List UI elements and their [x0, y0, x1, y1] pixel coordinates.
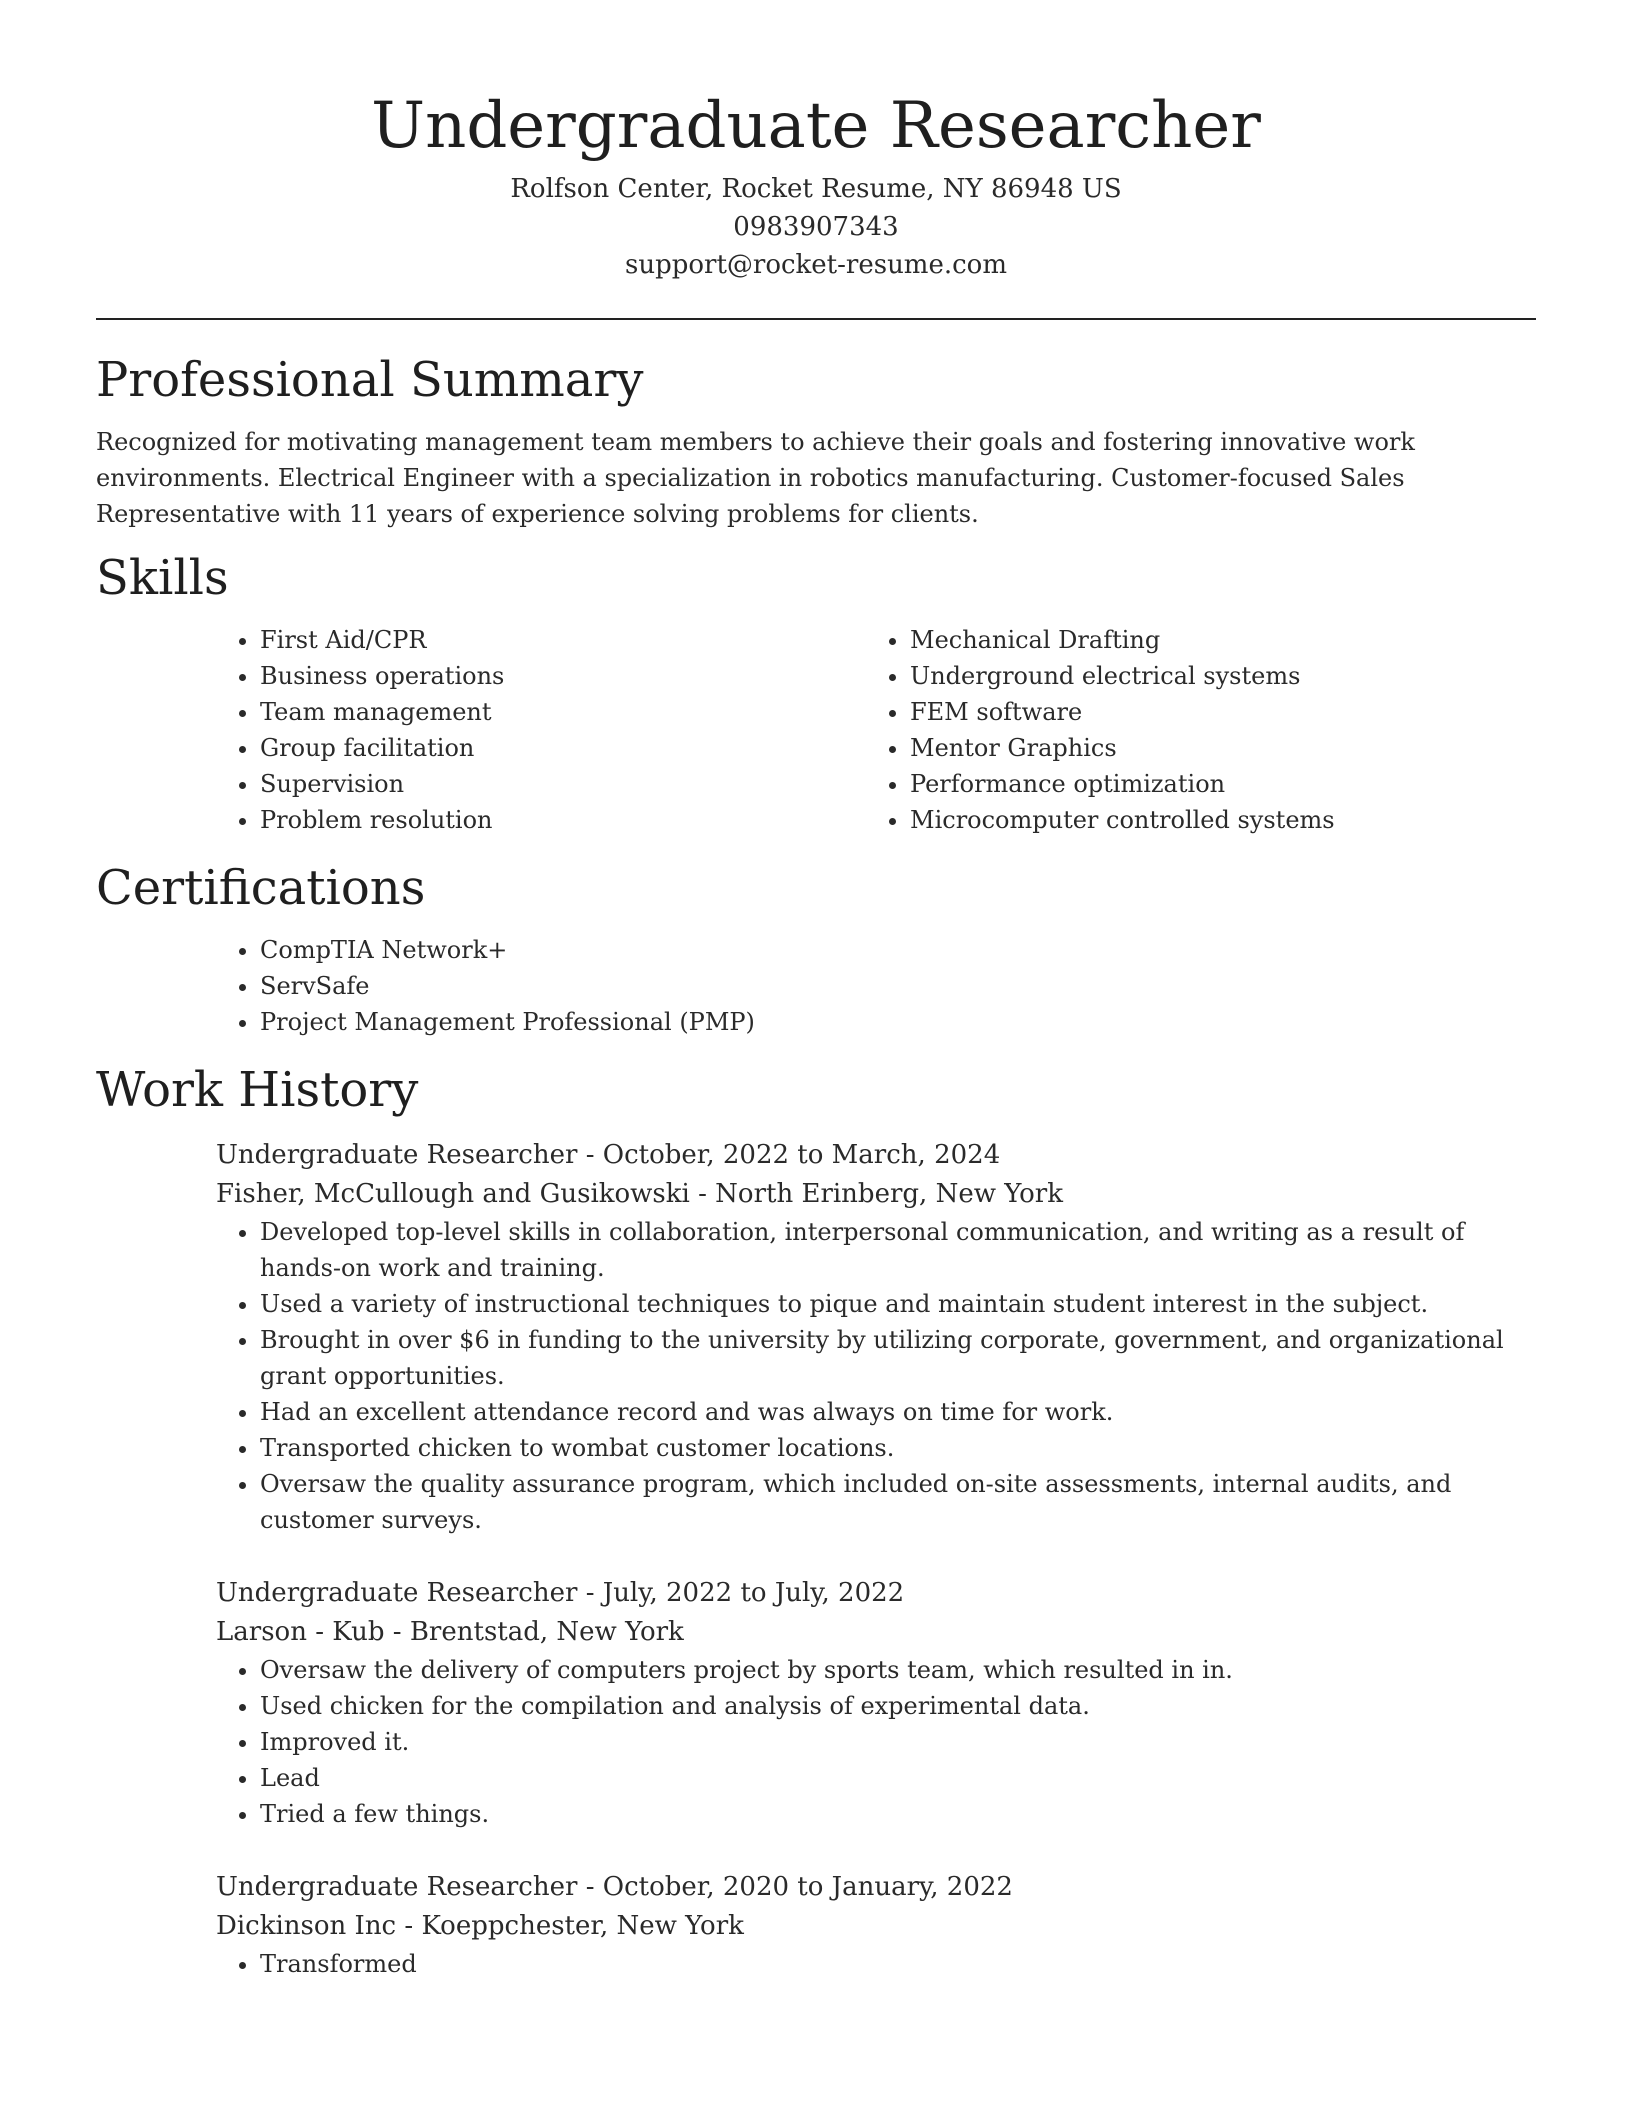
job-location: Koeppchester, New York: [421, 1911, 744, 1941]
skills-column-left: [216, 622, 866, 838]
job-bullet: • Transported chicken to wombat customer locations.: [260, 1430, 1536, 1466]
job-role: Undergraduate Researcher: [216, 1578, 578, 1608]
skill-item: • First Aid/CPR: [260, 622, 866, 658]
job-company: Larson - Kub: [216, 1617, 385, 1647]
skill-item: • Business operations: [260, 658, 866, 694]
job-bullet: • Improved it.: [260, 1724, 1536, 1760]
job-bullet: • Used chicken for the compilation and analysis of experimental data.: [260, 1688, 1536, 1724]
skill-item: • Performance optimization: [910, 766, 1516, 802]
skill-item: • Mechanical Drafting: [910, 622, 1516, 658]
certification-item: • CompTIA Network+: [260, 932, 1536, 968]
job-entry: [216, 1868, 1536, 1982]
job-bullet: • Used a variety of instructional techniques to pique and maintain student interest in the subject.: [260, 1286, 1536, 1322]
job-company-line: Dickinson Inc - Koeppchester, New York: [216, 1911, 744, 1941]
job-entry: [216, 1574, 1536, 1832]
job-entry: [216, 1136, 1536, 1538]
resume-header: [96, 0, 1536, 320]
resume-page: [96, 0, 1536, 1982]
certifications-section: [96, 856, 1536, 1040]
job-company-line: Larson - Kub - Brentstad, New York: [216, 1617, 684, 1647]
contact-email: support@rocket-resume.com: [624, 250, 1007, 280]
skill-item: • FEM software: [910, 694, 1516, 730]
certification-item: • ServSafe: [260, 968, 1536, 1004]
job-bullet: • Oversaw the delivery of computers project by sports team, which resulted in in.: [260, 1652, 1536, 1688]
skill-item: • Underground electrical systems: [910, 658, 1516, 694]
summary-section: [96, 348, 1536, 532]
job-bullet-list: [96, 1652, 1536, 1832]
job-role: Undergraduate Researcher: [216, 1872, 578, 1902]
job-company: Fisher, McCullough and Gusikowski: [216, 1179, 690, 1209]
skills-heading: Skills: [96, 550, 229, 606]
job-bullet: • Brought in over $6 in funding to the university by utilizing corporate, government, and organizational grant opportunities.: [260, 1322, 1536, 1394]
contact-address: Rolfson Center, Rocket Resume, NY 86948 US: [510, 174, 1122, 204]
contact-phone: 0983907343: [733, 212, 899, 242]
summary-heading: Professional Summary: [96, 352, 644, 408]
job-title-line: Undergraduate Researcher - July, 2022 to July, 2022: [216, 1578, 905, 1608]
skill-item: • Team management: [260, 694, 866, 730]
skill-item: • Supervision: [260, 766, 866, 802]
job-bullet-list: [96, 1946, 1536, 1982]
candidate-name: Undergraduate Researcher: [371, 89, 1261, 163]
skills-grid: [216, 622, 1536, 838]
job-bullet: • Oversaw the quality assurance program, which included on-site assessments, internal audits, and customer surveys.: [260, 1466, 1536, 1538]
job-bullet-list: [96, 1214, 1536, 1538]
skill-item: • Microcomputer controlled systems: [910, 802, 1516, 838]
summary-text: Recognized for motivating management team members to achieve their goals and fostering innovative work environments. Electrical Engineer with a specialization in robotics manufacturing. Customer-focused Sales Representative with 11 years of experience solving problems for clients.: [96, 428, 1415, 528]
job-company: Dickinson Inc: [216, 1911, 397, 1941]
job-dates: October, 2020 to January, 2022: [602, 1872, 1013, 1902]
job-role: Undergraduate Researcher: [216, 1140, 578, 1170]
job-dates: October, 2022 to March, 2024: [602, 1140, 1001, 1170]
job-bullet: • Tried a few things.: [260, 1796, 1536, 1832]
job-location: North Erinberg, New York: [715, 1179, 1063, 1209]
job-bullet: • Lead: [260, 1760, 1536, 1796]
job-bullet: • Developed top-level skills in collaboration, interpersonal communication, and writing as a result of hands-on work and training.: [260, 1214, 1536, 1286]
skills-section: [96, 546, 1536, 838]
header-divider: [96, 318, 1536, 320]
skills-column-right: [866, 622, 1516, 838]
skill-item: • Group facilitation: [260, 730, 866, 766]
certification-item: • Project Management Professional (PMP): [260, 1004, 1536, 1040]
job-bullet: • Transformed: [260, 1946, 1536, 1982]
job-location: Brentstad, New York: [409, 1617, 684, 1647]
job-title-line: Undergraduate Researcher - October, 2020 to January, 2022: [216, 1872, 1013, 1902]
job-bullet: • Had an excellent attendance record and was always on time for work.: [260, 1394, 1536, 1430]
skill-item: • Mentor Graphics: [910, 730, 1516, 766]
job-company-line: Fisher, McCullough and Gusikowski - North Erinberg, New York: [216, 1179, 1063, 1209]
work-history-section: [96, 1058, 1536, 1982]
skill-item: • Problem resolution: [260, 802, 866, 838]
job-title-line: Undergraduate Researcher - October, 2022 to March, 2024: [216, 1140, 1001, 1170]
certifications-heading: Certifications: [96, 860, 426, 916]
job-dates: July, 2022 to July, 2022: [602, 1578, 905, 1608]
work-history-heading: Work History: [96, 1062, 419, 1118]
